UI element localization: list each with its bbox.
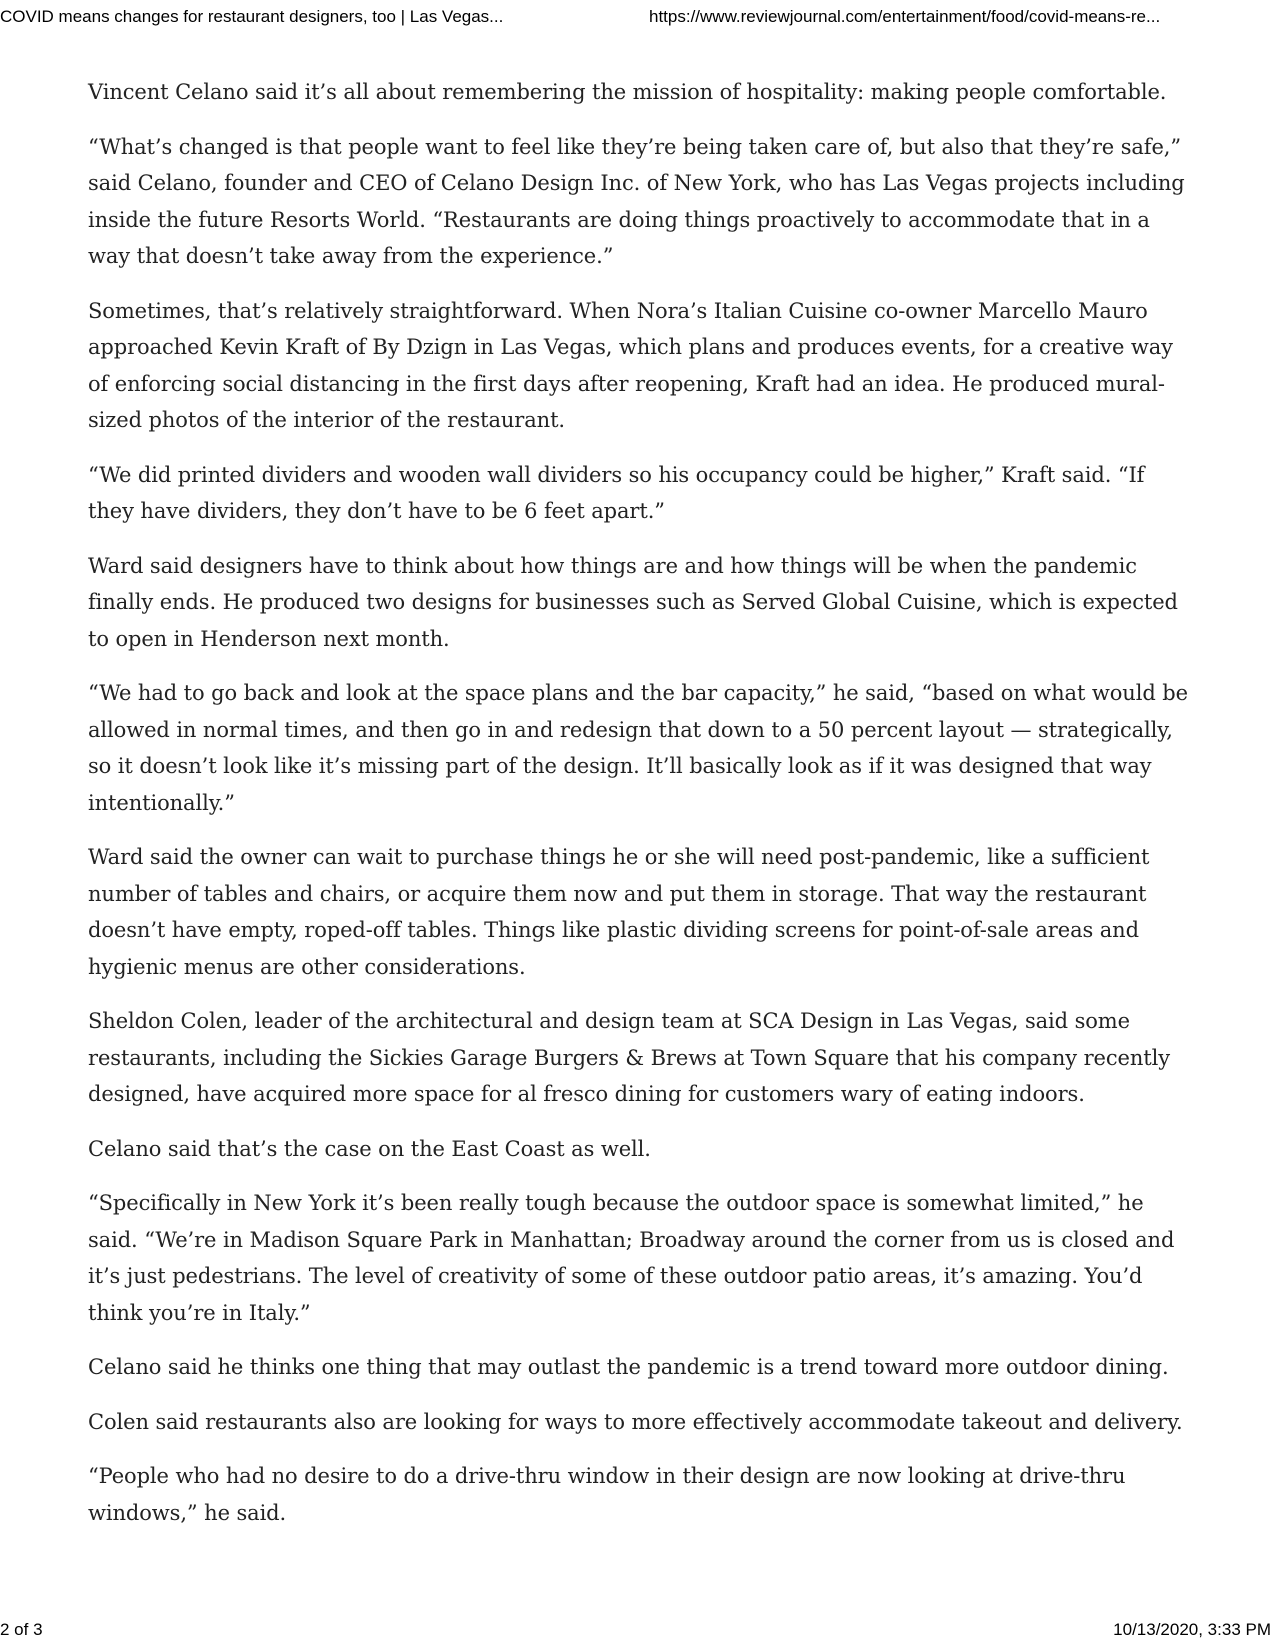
article-paragraph: “We had to go back and look at the space plans and the bar capacity,” he said, “based on what would be allowed in normal times, and then go in and redesign that down to a 50 percent layout — strategically, so it doesn’t look like it’s missing part of the design. It’ll basically look as if it was designed that way intentionally.” [88,681,1188,815]
article-paragraph: Celano said he thinks one thing that may outlast the pandemic is a trend toward more outdoor dining. [88,1355,1169,1379]
article-body [88,74,1188,1549]
article-paragraph: Celano said that’s the case on the East Coast as well. [88,1136,651,1161]
article-paragraph: “We did printed dividers and wooden wall dividers so his occupancy could be higher,” Kraft said. “If they have dividers, they don’t have to be 6 feet apart.” [88,462,1145,523]
article-paragraph: “Specifically in New York it’s been really tough because the outdoor space is somewhat limited,” he said. “We’re in Madison Square Park in Manhattan; Broadway around the corner from us is closed and it’s just pedestrians. The level of creativity of some of these outdoor patio areas, it’s amazing. You’d think you’re in Italy.” [88,1191,1175,1325]
article-paragraph: Ward said designers have to think about how things are and how things will be when the pandemic finally ends. He produced two designs for businesses such as Served Global Cuisine, which is expected to open in Henderson next month. [88,553,1178,651]
article-paragraph: Colen said restaurants also are looking for ways to more effectively accommodate takeout and delivery. [88,1409,1183,1434]
print-footer [0,1620,1275,1642]
print-timestamp: 10/13/2020, 3:33 PM [1113,1620,1271,1639]
page-url[interactable]: https://www.reviewjournal.com/entertainment/food/covid-means-re... [649,7,1161,26]
article-paragraph: “What’s changed is that people want to feel like they’re being taken care of, but also that they’re safe,” said Celano, founder and CEO of Celano Design Inc. of New York, who has Las Vegas projects including inside the future Resorts World. “Restaurants are doing things proactively to accommodate that in a way that doesn’t take away from the experience.” [88,134,1185,268]
article-paragraph: Sometimes, that’s relatively straightforward. When Nora’s Italian Cuisine co-owner Marcello Mauro approached Kevin Kraft of By Dzign in Las Vegas, which plans and produces events, for a creative way of enforcing social distancing in the first days after reopening, Kraft had an idea. He produced mural-sized photos of the interior of the restaurant. [88,298,1173,432]
page-title: COVID means changes for restaurant designers, too | Las Vegas... [0,7,504,26]
print-header [0,7,1275,31]
article-paragraph: Ward said the owner can wait to purchase things he or she will need post-pandemic, like a sufficient number of tables and chairs, or acquire them now and put them in storage. That way the restaurant doesn’t have empty, roped-off tables. Things like plastic dividing screens for point-of-sale areas and hygienic menus are other considerations. [88,845,1150,979]
page-number: 2 of 3 [0,1620,43,1639]
article-paragraph: Vincent Celano said it’s all about remembering the mission of hospitality: making people comfortable. [88,80,1167,104]
article-paragraph: Sheldon Colen, leader of the architectural and design team at SCA Design in Las Vegas, said some restaurants, including the Sickies Garage Burgers & Brews at Town Square that his company recently designed, have acquired more space for al fresco dining for customers wary of eating indoors. [88,1009,1171,1106]
article-paragraph: “People who had no desire to do a drive-thru window in their design are now looking at drive-thru windows,” he said. [88,1464,1126,1525]
